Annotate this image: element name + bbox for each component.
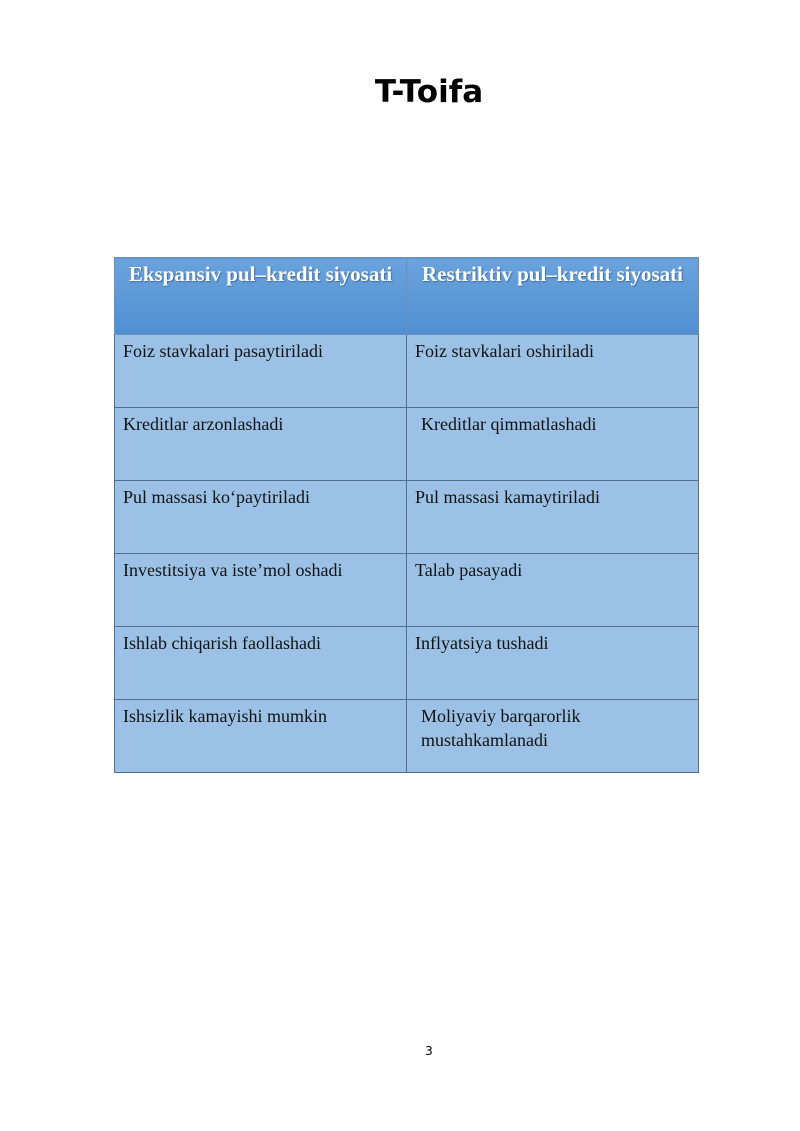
table-header-row — [115, 258, 699, 335]
header-expansionary-policy: Ekspansiv pul–kredit siyosati — [115, 258, 407, 335]
table-row — [115, 700, 699, 773]
table-row — [115, 554, 699, 627]
table-cell-restrictive: Foiz stavkalari oshiriladi — [407, 335, 699, 408]
table-cell-expansionary: Foiz stavkalari pasaytiriladi — [115, 335, 407, 408]
page-title: T-Toifa — [374, 74, 484, 110]
table-row — [115, 335, 699, 408]
table-row — [115, 627, 699, 700]
table-row — [115, 408, 699, 481]
table-cell-expansionary: Kreditlar arzonlashadi — [115, 408, 407, 481]
table-cell-restrictive: Pul massasi kamaytiriladi — [407, 481, 699, 554]
table-cell-restrictive: Kreditlar qimmatlashadi — [407, 408, 699, 481]
table-cell-expansionary: Ishsizlik kamayishi mumkin — [115, 700, 407, 773]
table-cell-restrictive: Inflyatsiya tushadi — [407, 627, 699, 700]
table-cell-restrictive: Moliyaviy barqarorlik mustahkamlanadi — [407, 700, 699, 773]
page-number: 3 — [425, 1044, 433, 1058]
table-cell-expansionary: Ishlab chiqarish faollashadi — [115, 627, 407, 700]
table-cell-expansionary: Investitsiya va iste’mol oshadi — [115, 554, 407, 627]
t-chart-table — [114, 257, 699, 773]
table-row — [115, 481, 699, 554]
header-restrictive-policy: Restriktiv pul–kredit siyosati — [407, 258, 699, 335]
table-cell-expansionary: Pul massasi ko‘paytiriladi — [115, 481, 407, 554]
table-cell-restrictive: Talab pasayadi — [407, 554, 699, 627]
